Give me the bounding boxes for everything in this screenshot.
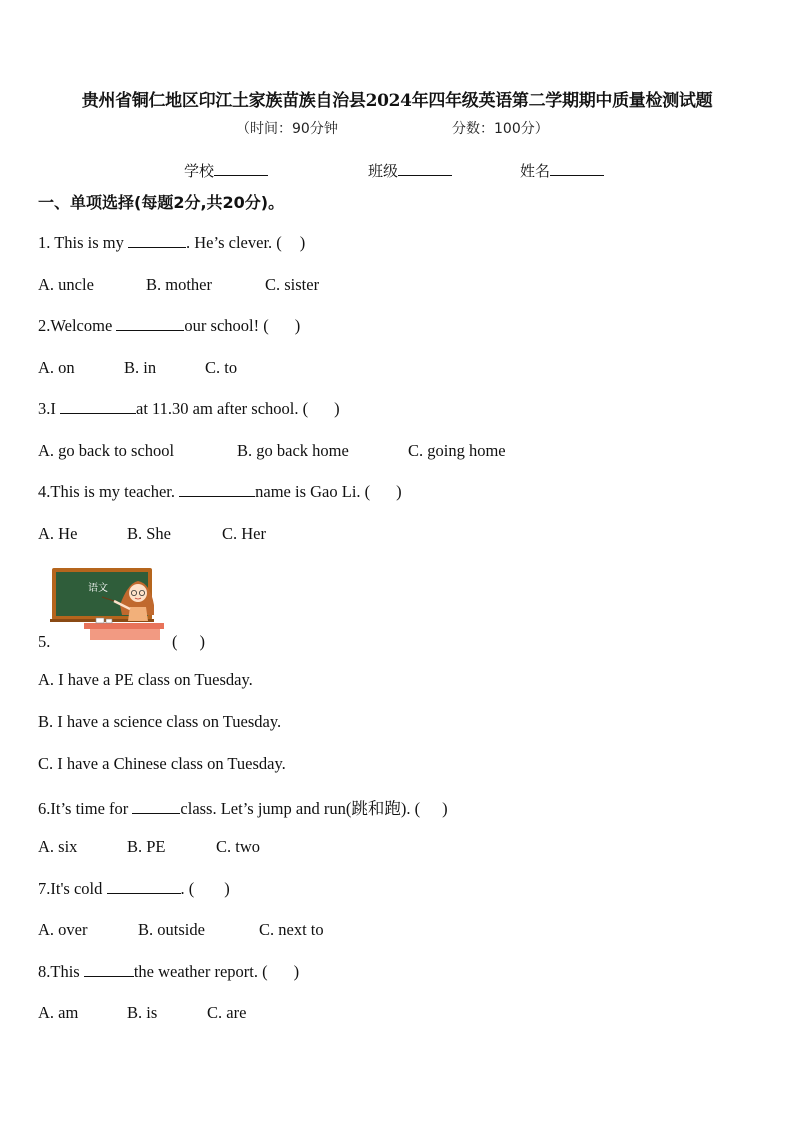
section-title: 一、单项选择(每题2分,共20分)。 [38, 193, 285, 212]
teacher-body [128, 607, 148, 621]
question-2-stem-end: our school! ( [184, 316, 269, 335]
option-8b[interactable]: B. is [127, 1003, 158, 1022]
question-8-close: ) [293, 962, 300, 981]
question-4-stem-end: name is Gao Li. ( [255, 482, 371, 501]
question-1 [38, 233, 305, 253]
name-blank[interactable] [550, 161, 604, 176]
school-blank[interactable] [214, 161, 268, 176]
school-field[interactable] [184, 160, 268, 181]
option-7a[interactable]: A. over [38, 920, 88, 939]
class-blank[interactable] [398, 161, 452, 176]
question-2-blank[interactable] [116, 317, 184, 331]
question-4-blank[interactable] [179, 483, 255, 497]
question-8 [38, 962, 299, 982]
question-4-stem: 4.This is my teacher. [38, 482, 180, 501]
class-field[interactable] [368, 160, 452, 181]
question-7-blank[interactable] [107, 880, 181, 894]
page-title: 贵州省铜仁地区印江土家族苗族自治县2024年四年级英语第二学期期中质量检测试题 [81, 91, 713, 111]
chinese-class-illustration [50, 565, 166, 643]
option-4b[interactable]: B. She [127, 524, 172, 543]
question-5 [38, 632, 50, 652]
question-4 [38, 482, 402, 502]
option-7c[interactable]: C. next to [259, 920, 324, 939]
option-4c[interactable]: C. Her [222, 524, 266, 543]
teacher-blackboard-picture [50, 565, 166, 643]
question-8-stem-end: the weather report. ( [133, 962, 268, 981]
option-2b[interactable]: B. in [124, 358, 157, 377]
option-5b[interactable]: B. I have a science class on Tuesday. [38, 712, 282, 731]
option-6c[interactable]: C. two [216, 837, 261, 856]
option-6b[interactable]: B. PE [127, 837, 166, 856]
question-7-stem-end: . ( [180, 879, 195, 898]
question-4-close: ) [396, 482, 402, 501]
question-3-stem: 3.I [38, 399, 60, 418]
option-1c[interactable]: C. sister [265, 275, 320, 294]
question-6 [38, 795, 448, 819]
option-2c[interactable]: C. to [205, 358, 238, 377]
question-2-close: ) [294, 316, 301, 335]
option-6a[interactable]: A. six [38, 837, 78, 856]
question-2 [38, 316, 300, 336]
question-3-blank[interactable] [60, 400, 136, 414]
option-3b[interactable]: B. go back home [237, 441, 349, 460]
question-2-stem: 2.Welcome [38, 316, 117, 335]
option-1a[interactable]: A. uncle [38, 275, 94, 294]
question-3 [38, 399, 340, 419]
question-8-stem: 8.This [38, 962, 84, 981]
question-1-stem: 1. This is my [38, 233, 129, 252]
question-3-stem-end: at 11.30 am after school. ( [136, 399, 309, 418]
name-field[interactable] [520, 160, 604, 181]
desk-top [84, 623, 164, 629]
school-label: 学校 [184, 162, 215, 180]
option-8c[interactable]: C. are [207, 1003, 247, 1022]
option-3a[interactable]: A. go back to school [38, 441, 175, 460]
question-1-stem-end: . He’s clever. ( [186, 233, 282, 252]
blackboard-text: 语文 [88, 583, 108, 594]
question-7 [38, 879, 230, 899]
question-7-stem: 7.It's cold [38, 879, 107, 898]
question-6-blank[interactable] [132, 800, 180, 814]
option-5c[interactable]: C. I have a Chinese class on Tuesday. [38, 754, 286, 773]
question-5-close: ) [199, 632, 205, 651]
name-label: 姓名 [520, 162, 551, 180]
question-5-open: ( [172, 632, 178, 651]
exam-score: 分数：100分） [452, 121, 549, 137]
question-5-paren [172, 632, 205, 652]
question-6-close: ) [442, 799, 448, 818]
question-7-close: ) [224, 879, 230, 898]
option-4a[interactable]: A. He [38, 524, 78, 543]
option-7b[interactable]: B. outside [138, 920, 205, 939]
option-8a[interactable]: A. am [38, 1003, 79, 1022]
option-1b[interactable]: B. mother [146, 275, 212, 294]
option-3c[interactable]: C. going home [408, 441, 506, 460]
question-6-stem-end: class. Let’s jump and run(跳和跑). ( [180, 799, 421, 818]
option-5a[interactable]: A. I have a PE class on Tuesday. [38, 670, 253, 689]
question-1-close: ) [299, 233, 306, 252]
class-label: 班级 [368, 162, 399, 180]
option-2a[interactable]: A. on [38, 358, 75, 377]
exam-time: （时间：90分钟 [236, 121, 338, 137]
question-1-blank[interactable] [128, 234, 186, 248]
question-3-close: ) [334, 399, 340, 418]
question-8-blank[interactable] [84, 963, 134, 977]
desk-front [90, 629, 160, 640]
question-5-number: 5. [38, 632, 51, 651]
question-6-stem: 6.It’s time for [38, 799, 133, 818]
